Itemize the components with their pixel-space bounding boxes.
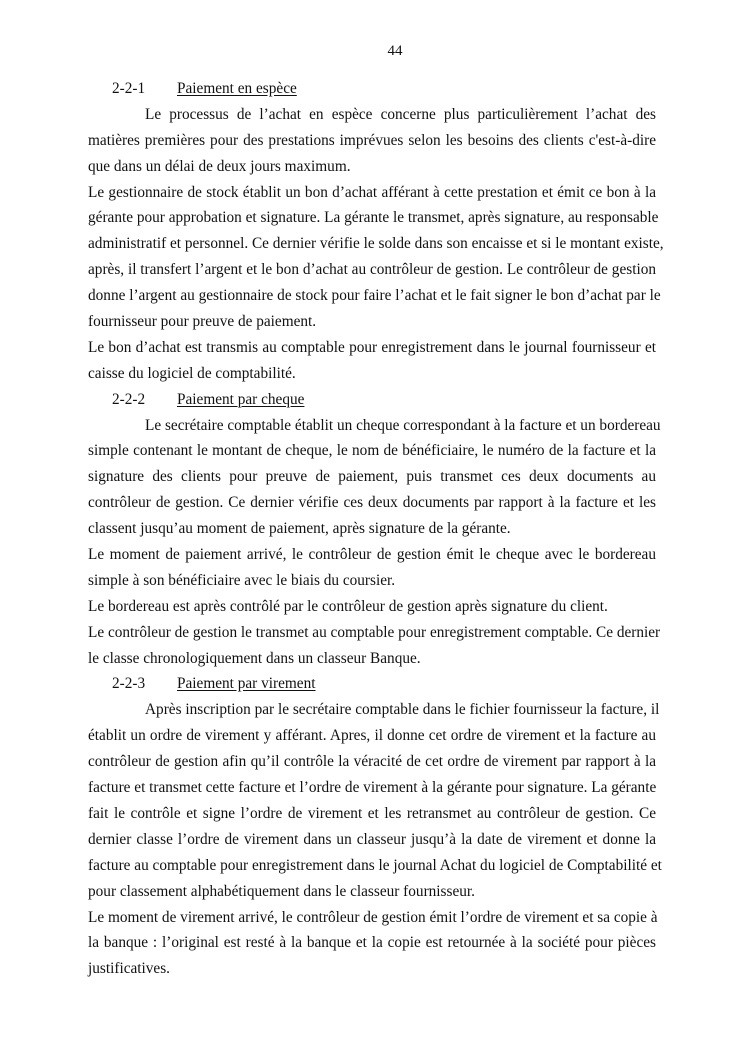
text-line: dernier classe l’ordre de virement dans un classeur jusqu’à la date de virement et donne la	[88, 830, 656, 848]
text-line: la banque : l’original est resté à la banque et la copie est retournée à la société pour pièces	[88, 934, 656, 952]
paragraph	[88, 594, 656, 620]
text-line: contrôleur de gestion. Ce dernier vérifie ces deux documents par rapport à la facture et les	[88, 494, 656, 512]
text-line: facture au comptable pour enregistrement dans le journal Achat du logiciel de Comptabilité et	[88, 856, 662, 874]
text-line: matières premières pour des prestations imprévues selon les besoins des clients c'est-à-dire	[88, 131, 656, 149]
paragraph	[88, 180, 664, 335]
text-line: Le moment de virement arrivé, le contrôleur de gestion émit l’ordre de virement et sa copie à	[88, 908, 658, 926]
text-line: Le processus de l’achat en espèce concerne plus particulièrement l’achat des	[145, 105, 656, 123]
text-line: Après inscription par le secrétaire comptable dans le fichier fournisseur la facture, il	[145, 701, 660, 719]
section-number: 2-2-1	[112, 80, 146, 97]
paragraph	[88, 102, 656, 180]
text-line: Le gestionnaire de stock établit un bon d’achat afférant à cette prestation et émit ce bon à la	[88, 183, 656, 201]
section-heading	[88, 387, 656, 413]
text-line: donne l’argent au gestionnaire de stock pour faire l’achat et le fait signer le bon d’achat par le	[88, 287, 661, 305]
text-line: Le secrétaire comptable établit un cheque correspondant à la facture et un bordereau	[145, 416, 661, 434]
text-line: simple à son bénéficiaire avec le biais du coursier.	[88, 571, 396, 589]
paragraph	[88, 620, 661, 672]
text-line: que dans un délai de deux jours maximum.	[88, 157, 351, 175]
text-line: Le bon d’achat est transmis au comptable pour enregistrement dans le journal fournisseur et	[88, 338, 656, 356]
text-line: Le moment de paiement arrivé, le contrôleur de gestion émit le cheque avec le bordereau	[88, 546, 656, 564]
section-title: Paiement en espèce	[177, 80, 297, 97]
text-line: le classe chronologiquement dans un classeur Banque.	[88, 649, 421, 667]
section-number: 2-2-3	[112, 675, 146, 693]
text-line: gérante pour approbation et signature. La gérante le transmet, après signature, au responsable	[88, 209, 659, 227]
text-line: simple contenant le montant de cheque, le nom de bénéficiaire, le numéro de la facture et la	[88, 442, 656, 460]
section-heading	[88, 76, 656, 102]
text-line: fait le contrôle et signe l’ordre de virement et les retransmet au contrôleur de gestion. Ce	[88, 804, 656, 822]
page-number: 44	[387, 43, 403, 59]
paragraph	[88, 335, 656, 387]
paragraph	[88, 905, 656, 983]
text-line: justificatives.	[88, 960, 170, 978]
text-line: contrôleur de gestion afin qu’il contrôle la véracité de cet ordre de virement par rapport à la	[88, 753, 656, 771]
section-number: 2-2-2	[112, 390, 146, 408]
text-line: signature des clients pour preuve de paiement, puis transmet ces deux documents au	[88, 468, 656, 486]
section-title: Paiement par cheque	[177, 390, 305, 408]
text-line: administratif et personnel. Ce dernier vérifie le solde dans son encaisse et si le montant existe,	[88, 235, 664, 253]
section-heading	[88, 671, 656, 697]
document-body	[88, 76, 664, 982]
text-line: fournisseur pour preuve de paiement.	[88, 313, 317, 331]
text-line: après, il transfert l’argent et le bon d’achat au contrôleur de gestion. Le contrôleur de gestion	[88, 261, 656, 279]
paragraph	[88, 413, 661, 542]
text-line: Le contrôleur de gestion le transmet au comptable pour enregistrement comptable. Ce dernier	[88, 623, 661, 641]
text-line: caisse du logiciel de comptabilité.	[88, 364, 296, 382]
text-line: établit un ordre de virement y afférant. Apres, il donne cet ordre de virement et la facture au	[88, 727, 656, 745]
text-line: classent jusqu’au moment de paiement, après signature de la gérante.	[88, 520, 511, 538]
paragraph	[88, 697, 662, 904]
section-title: Paiement par virement	[177, 675, 316, 693]
text-line: pour classement alphabétiquement dans le classeur fournisseur.	[88, 882, 475, 900]
text-line: Le bordereau est après contrôlé par le contrôleur de gestion après signature du client.	[88, 597, 608, 615]
paragraph	[88, 542, 656, 594]
text-line: facture et transmet cette facture et l’ordre de virement à la gérante pour signature. La gérante	[88, 779, 657, 797]
